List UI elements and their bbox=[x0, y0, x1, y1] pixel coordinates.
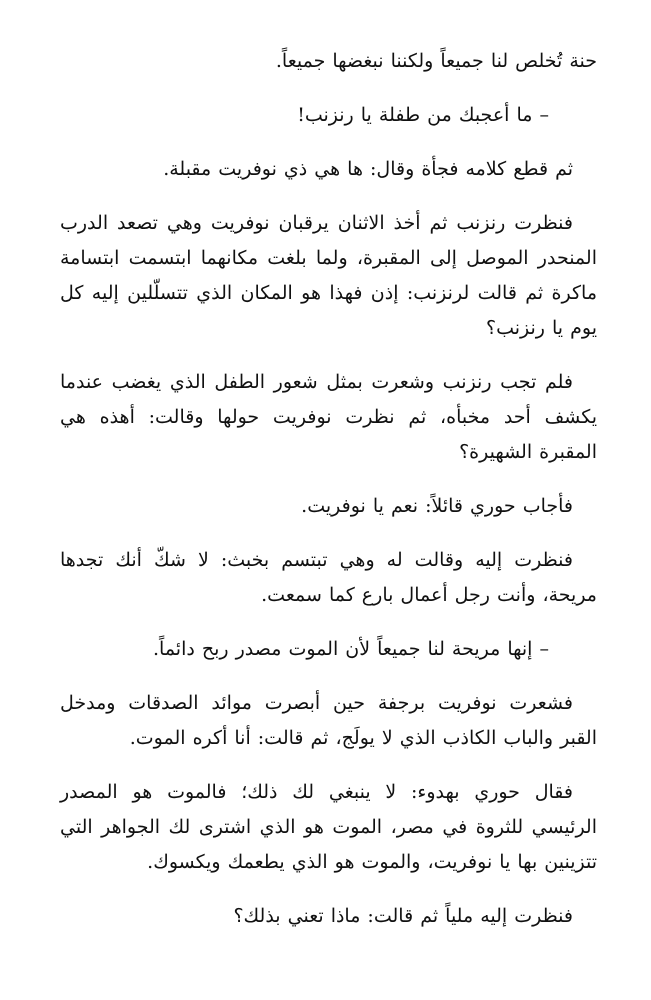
paragraph-2: – ما أعجبك من طفلة يا رنزنب! bbox=[297, 104, 549, 126]
paragraph-3: ثم قطع كلامه فجأة وقال: ها هي ذي نوفريت مقبلة. bbox=[163, 158, 573, 180]
paragraph-4: فنظرت رنزنب ثم أخذ الاثنان يرقبان نوفريت وهي تصعد الدرب المنحدر الموصل إلى المقبرة، ولما بلغت مكانهما ابتسمت ابتسامة ماكرة ثم قالت لرنزنب: إذن فهذا هو المكان الذي تتسلّلين إليه كل يوم يا رنزنب؟ bbox=[60, 212, 598, 339]
paragraph-7: فنظرت إليه وقالت له وهي تبتسم بخبث: لا شكّ أنك تجدها مريحة، وأنت رجل أعمال بارع كما سمعت. bbox=[60, 549, 597, 606]
paragraph-10: فقال حوري بهدوء: لا ينبغي لك ذلك؛ فالموت هو المصدر الرئيسي للثروة في مصر، الموت هو الذي اشترى لك الجواهر التي تتزينين بها يا نوفريت، والموت هو الذي يطعمك ويكسوك. bbox=[60, 781, 597, 873]
paragraph-9: فشعرت نوفريت برجفة حين أبصرت موائد الصدقات ومدخل القبر والباب الكاذب الذي لا يولَج، ثم قالت: أنا أكره الموت. bbox=[60, 692, 597, 749]
paragraph-5: فلم تجب رنزنب وشعرت بمثل شعور الطفل الذي يغضب عندما يكشف أحد مخبأه، ثم نظرت نوفريت حولها وقالت: أهذه هي المقبرة الشهيرة؟ bbox=[60, 371, 597, 463]
paragraph-6: فأجاب حوري قائلاً: نعم يا نوفريت. bbox=[301, 495, 573, 517]
paragraph-11: فنظرت إليه ملياً ثم قالت: ماذا تعني بذلك؟ bbox=[233, 905, 573, 927]
paragraph-1: حنة تُخلص لنا جميعاً ولكننا نبغضها جميعاً. bbox=[275, 50, 597, 72]
paragraph-8: – إنها مريحة لنا جميعاً لأن الموت مصدر ربح دائماً. bbox=[152, 638, 549, 660]
